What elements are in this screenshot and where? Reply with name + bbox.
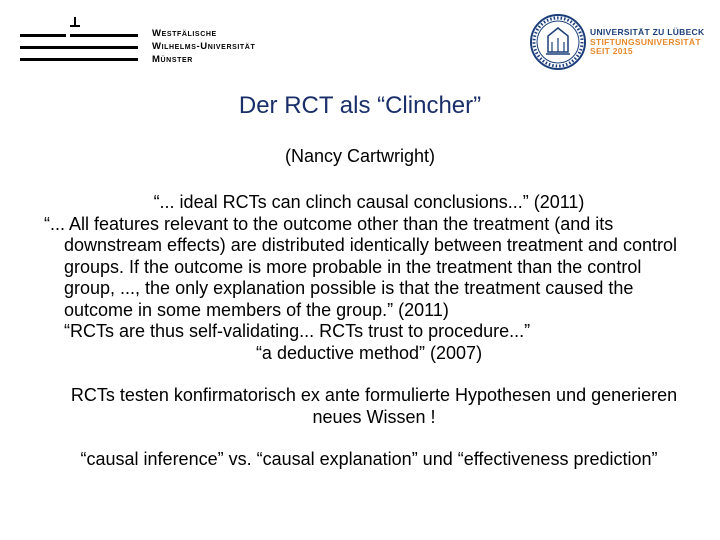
logo-bar	[70, 34, 138, 37]
spacer	[44, 428, 694, 449]
university-seal-icon	[528, 12, 588, 72]
slide-title: Der RCT als “Clincher”	[238, 92, 482, 119]
slide-body	[44, 192, 694, 471]
logo-bar	[20, 58, 138, 61]
luebeck-name: UNIVERSITÄT ZU LÜBECK	[590, 27, 705, 37]
logo-bar	[20, 34, 66, 37]
quote-self-validating: “RCTs are thus self-validating... RCTs trust to procedure...”	[64, 321, 531, 341]
wwu-logo	[18, 10, 268, 74]
luebeck-foundation: STIFTUNGSUNIVERSITÄT	[590, 36, 701, 47]
quote-features: “... All features relevant to the outcome other than the treatment (and its downstream effects) are distributed identically between treatment and control groups. If the outcome is more probable in the treatment than the control group, ..., the only explanation possible is that the treatment caused the outcome in some members of the group.” (2011)	[44, 213, 677, 320]
paragraph-rct-hypotheses: RCTs testen konfirmatorisch ex ante formulierte Hypothesen und generieren neues Wissen !	[70, 385, 678, 427]
luebeck-logo	[528, 12, 713, 82]
wwu-name-line2: Wilhelms-Universität	[152, 41, 256, 52]
logo-bar	[20, 46, 138, 49]
paragraph-causal-inference: “causal inference” vs. “causal explanation” und “effectiveness prediction”	[80, 449, 658, 469]
luebeck-since: SEIT 2015	[590, 46, 633, 56]
wwu-name-line3: Münster	[152, 54, 193, 65]
logo-bar	[74, 17, 76, 25]
slide-subtitle: (Nancy Cartwright)	[284, 146, 436, 166]
quote-clinch: “... ideal RCTs can clinch causal conclusions...” (2011)	[153, 192, 585, 212]
luebeck-wordmark	[590, 28, 704, 57]
quote-deductive: “a deductive method” (2007)	[255, 342, 483, 363]
logo-bar	[70, 25, 80, 27]
spacer	[44, 364, 694, 385]
wwu-name-line1: Westfälische	[152, 28, 217, 39]
